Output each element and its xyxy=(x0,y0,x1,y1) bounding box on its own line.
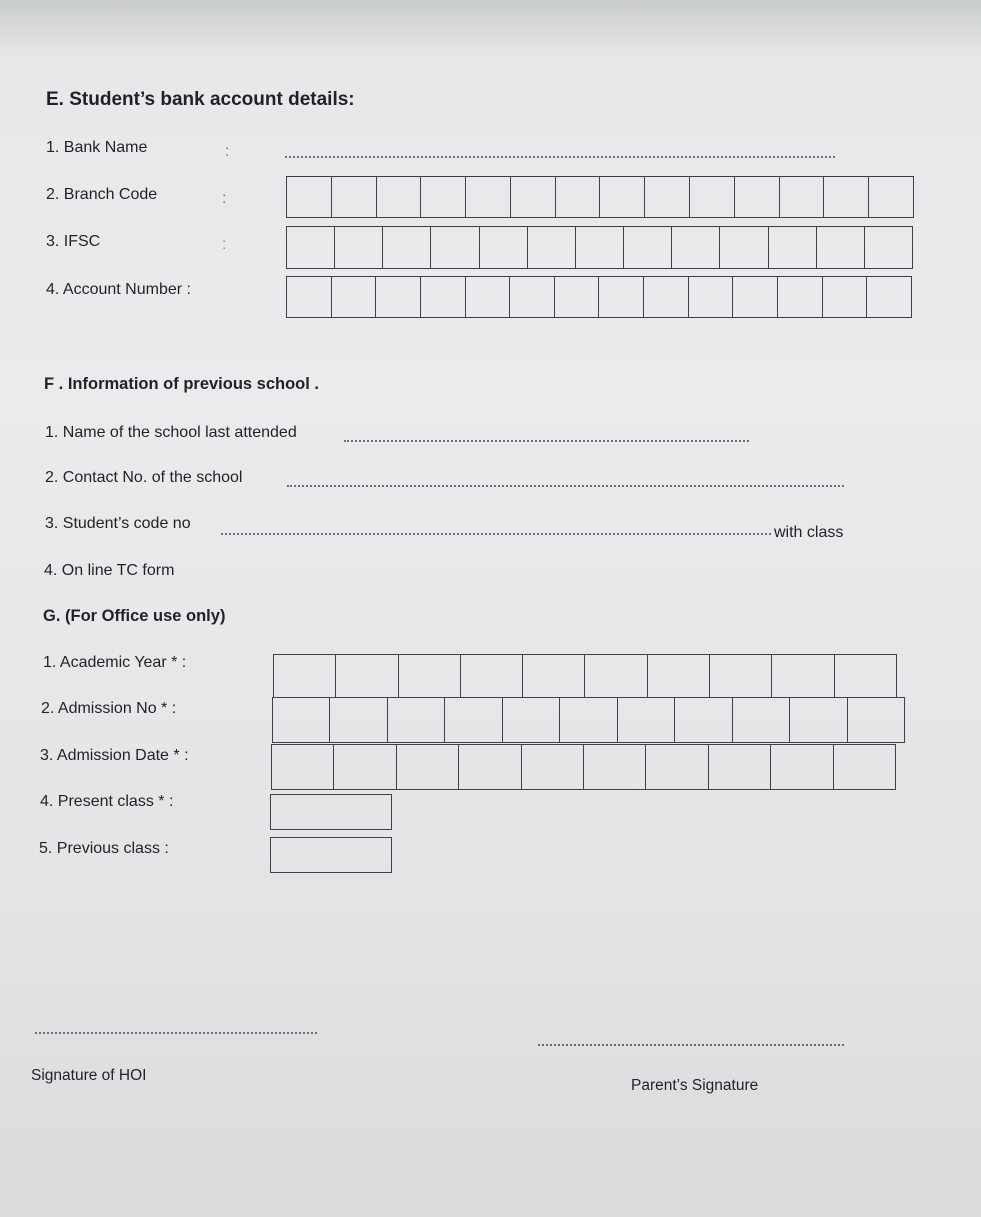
ifsc-colon: : xyxy=(222,236,227,253)
section-e-title: E. Student’s bank account details: xyxy=(46,89,355,110)
previous-class-label: 5. Previous class : xyxy=(39,840,169,857)
online-tc-label: 4. On line TC form xyxy=(44,562,175,579)
account-number-boxes[interactable] xyxy=(286,276,912,318)
admission-no-label: 2. Admission No * : xyxy=(41,700,177,717)
with-class-label: with class xyxy=(774,524,844,541)
school-name-field[interactable] xyxy=(344,440,749,442)
school-contact-field[interactable] xyxy=(287,485,844,487)
branch-code-boxes[interactable] xyxy=(286,176,914,218)
school-contact-label: 2. Contact No. of the school xyxy=(45,469,243,486)
section-g-title: G. (For Office use only) xyxy=(43,607,226,625)
hoi-signature-label: Signature of HOI xyxy=(31,1067,147,1084)
student-code-label: 3. Student’s code no xyxy=(45,515,191,532)
parent-signature-line[interactable] xyxy=(538,1044,844,1046)
student-code-field[interactable] xyxy=(221,533,771,535)
present-class-box[interactable] xyxy=(270,794,392,830)
admission-date-label: 3. Admission Date * : xyxy=(40,747,189,764)
academic-year-boxes[interactable] xyxy=(273,654,897,698)
parent-signature-label: Parent’s Signature xyxy=(631,1077,759,1094)
admission-date-boxes[interactable] xyxy=(271,744,896,790)
branch-code-label: 2. Branch Code xyxy=(46,186,158,203)
bank-name-label: 1. Bank Name xyxy=(46,139,148,156)
academic-year-label: 1. Academic Year * : xyxy=(43,654,187,671)
school-name-label: 1. Name of the school last attended xyxy=(45,424,297,441)
present-class-label: 4. Present class * : xyxy=(40,793,174,810)
ifsc-boxes[interactable] xyxy=(286,226,913,269)
bank-name-colon: : xyxy=(225,143,230,160)
branch-code-colon: : xyxy=(222,190,227,207)
section-f-title: F . Information of previous school . xyxy=(44,375,320,393)
hoi-signature-line[interactable] xyxy=(35,1032,317,1034)
previous-class-box[interactable] xyxy=(270,837,392,873)
admission-no-boxes[interactable] xyxy=(272,697,905,743)
ifsc-label: 3. IFSC xyxy=(46,233,101,250)
account-number-label: 4. Account Number : xyxy=(46,281,191,298)
bank-name-field[interactable] xyxy=(285,156,835,158)
